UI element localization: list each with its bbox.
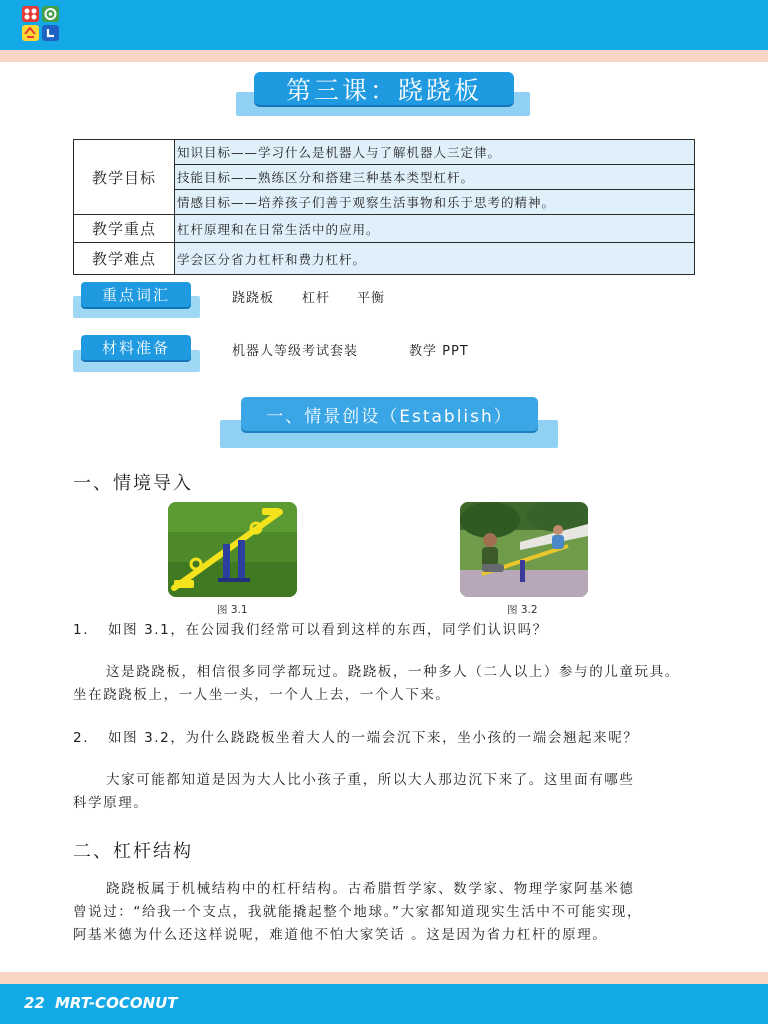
objectives-table — [73, 139, 695, 275]
table-cell: 知识目标——学习什么是机器人与了解机器人三定律。 — [175, 140, 695, 165]
page-number: 22 — [24, 994, 45, 1012]
paragraph: 曾说过：“给我一个支点，我就能撬起整个地球。”大家都知道现实生活中不可能实现， — [73, 904, 643, 920]
paragraph: 科学原理。 — [73, 795, 149, 811]
materials-badge: 材料准备 — [81, 335, 191, 360]
keyword-item: 平衡 — [357, 291, 386, 306]
table-cell: 杠杆原理和在日常生活中的应用。 — [175, 215, 695, 243]
question-text: 如图 3.2，为什么跷跷板坐着大人的一端会沉下来，坐小孩的一端会翘起来呢？ — [108, 730, 639, 746]
paragraph: 坐在跷跷板上，一人坐一头，一个人上去，一个人下来。 — [73, 687, 451, 703]
figure-caption: 图 3.1 — [217, 604, 248, 616]
paragraph: 阿基米德为什么还这样说呢，难道他不怕大家笑话 。这是因为省力杠杆的原理。 — [73, 927, 608, 943]
table-cell: 技能目标——熟练区分和搭建三种基本类型杠杆。 — [175, 165, 695, 190]
table-row — [74, 140, 695, 165]
paragraph: 这是跷跷板，相信很多同学都玩过。跷跷板，一种多人（二人以上）参与的儿童玩具。 — [106, 664, 680, 680]
footer-stripe — [0, 972, 768, 984]
seesaw-adult-child-photo — [460, 502, 588, 597]
table-label-difficulty: 教学难点 — [74, 243, 175, 275]
table-row — [74, 243, 695, 275]
material-item: 教学 PPT — [409, 344, 469, 359]
lesson-title: 第三课：跷跷板 — [254, 72, 514, 105]
figure-caption: 图 3.2 — [507, 604, 538, 616]
table-label-goals: 教学目标 — [74, 140, 175, 215]
table-row — [74, 215, 695, 243]
header-bar — [0, 0, 768, 50]
keyword-item: 跷跷板 — [232, 291, 275, 306]
table-label-focus: 教学重点 — [74, 215, 175, 243]
question-number: 1. — [73, 622, 90, 638]
footer-bar — [0, 984, 768, 1024]
paragraph: 大家可能都知道是因为大人比小孩子重，所以大人那边沉下来了。这里面有哪些 — [106, 772, 635, 788]
question-text: 如图 3.1，在公园我们经常可以看到这样的东西，同学们认识吗？ — [108, 622, 548, 638]
keywords-badge: 重点词汇 — [81, 282, 191, 307]
header-stripe — [0, 50, 768, 62]
table-cell: 情感目标——培养孩子们善于观察生活事物和乐于思考的精神。 — [175, 190, 695, 215]
table-cell: 学会区分省力杠杆和费力杠杆。 — [175, 243, 695, 275]
question-number: 2. — [73, 730, 90, 746]
subheading-lever-structure: 二、杠杆结构 — [73, 841, 193, 862]
brand-logo-icon — [22, 6, 60, 42]
keyword-item: 杠杆 — [302, 291, 331, 306]
brand-name: MRT-COCONUT — [55, 994, 178, 1012]
section-title: 一、情景创设（Establish） — [241, 397, 538, 431]
paragraph: 跷跷板属于机械结构中的杠杆结构。古希腊哲学家、数学家、物理学家阿基米德 — [106, 881, 635, 897]
seesaw-playground-photo — [168, 502, 297, 597]
material-item: 机器人等级考试套装 — [232, 344, 359, 359]
subheading-intro: 一、情境导入 — [73, 473, 193, 494]
